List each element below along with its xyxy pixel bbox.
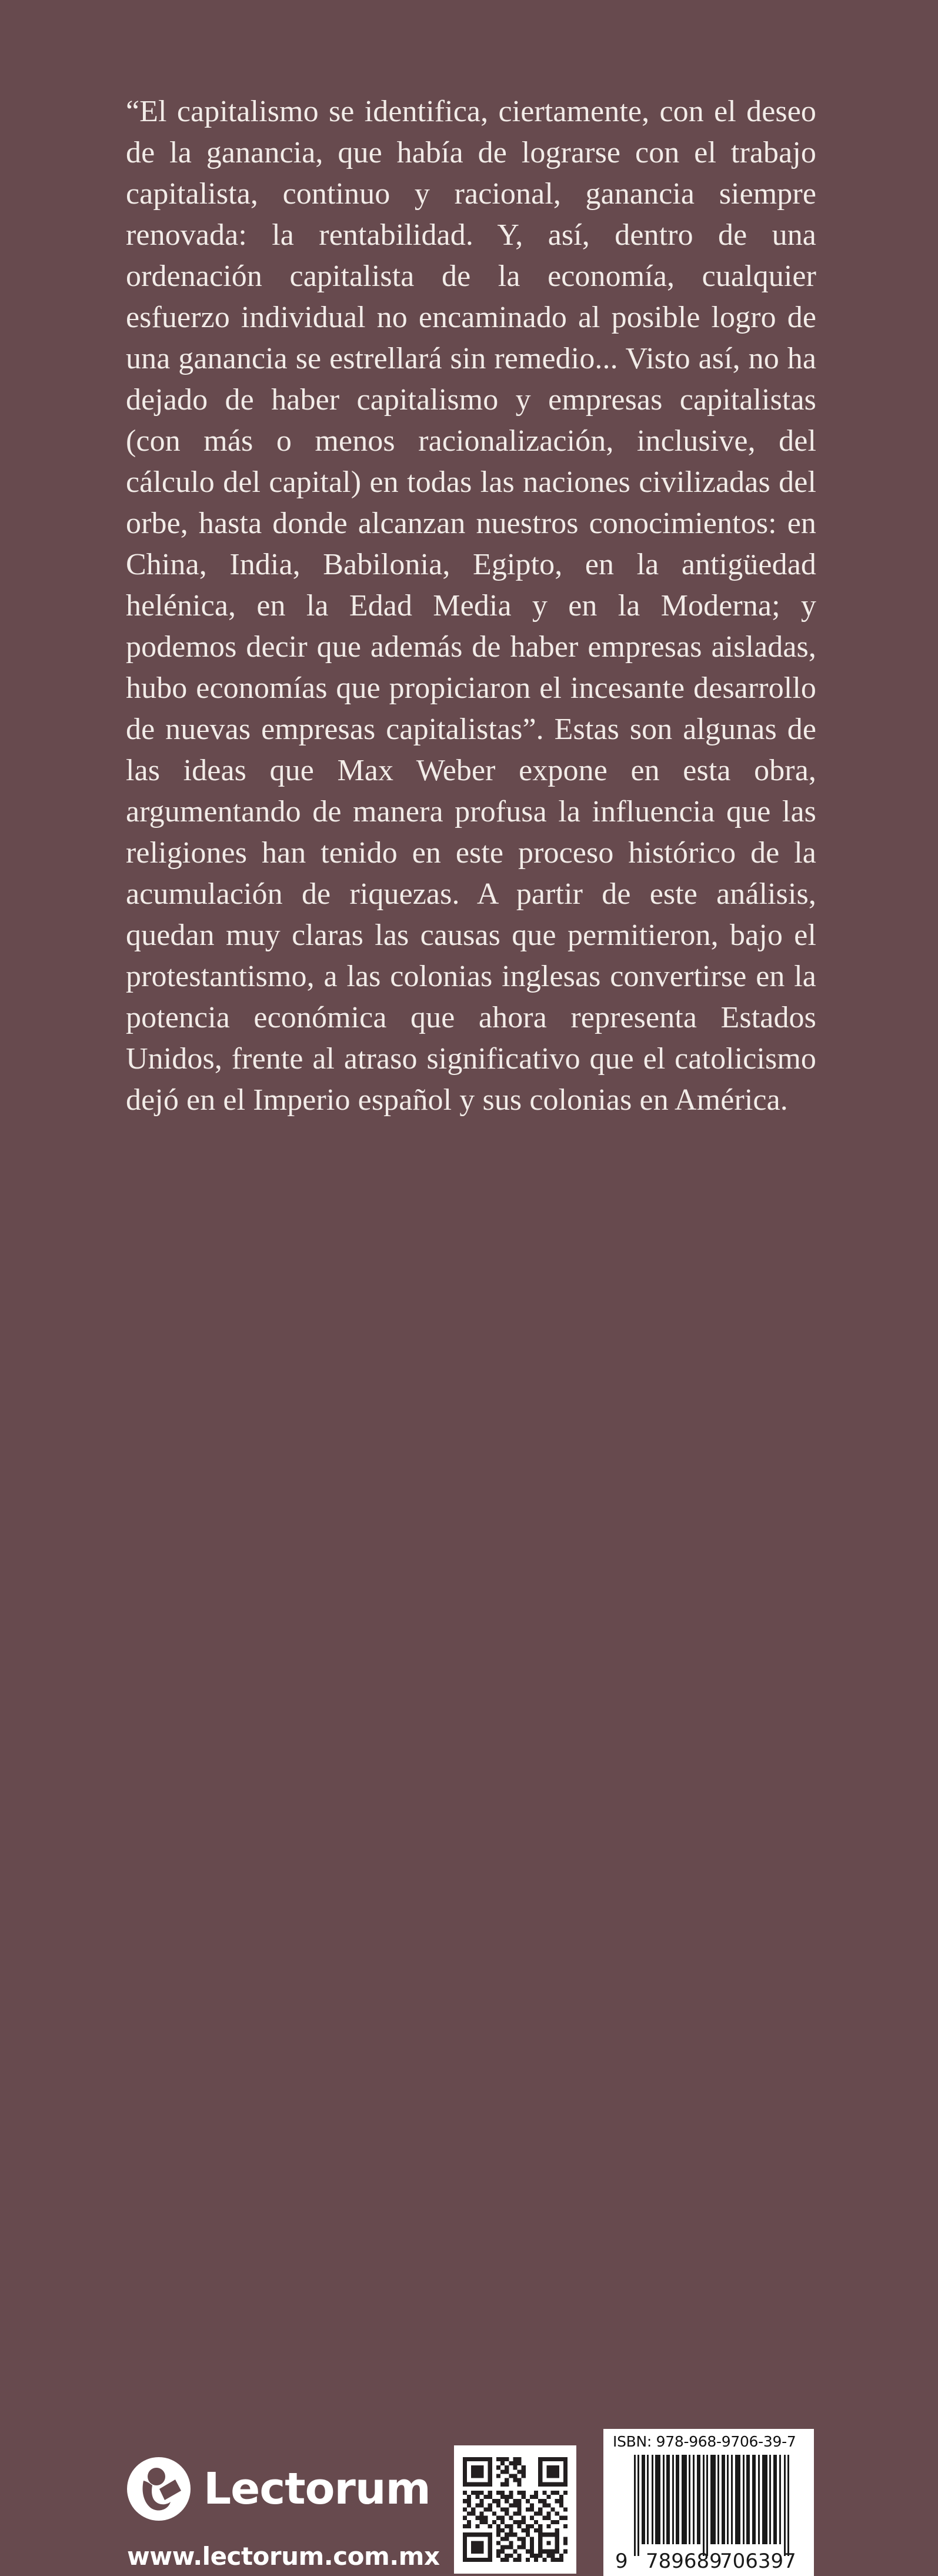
barcode-digits-right: 706397 [720,2550,796,2571]
publisher-logo-row [127,2457,433,2521]
cover-footer [0,1217,938,2571]
back-cover-blurb [126,91,816,1121]
ean13-barcode [609,2451,808,2572]
qr-code-block[interactable] [454,2445,576,2574]
isbn-label: ISBN: 978-968-9706-39-7 [613,2433,796,2450]
barcode-digit-left: 9 [615,2550,628,2571]
barcode-icon [610,2455,807,2571]
publisher-name: Lectorum [203,2464,430,2514]
barcode-digits-middle: 789689 [646,2550,722,2571]
publisher-block [127,2457,440,2571]
publisher-url[interactable]: www.lectorum.com.mx [127,2542,440,2571]
isbn-barcode-block [603,2429,814,2576]
lectorum-reader-circle-icon [127,2457,191,2521]
qr-code-icon[interactable] [463,2457,568,2562]
blurb-paragraph: “El capitalismo se identifica, ciertamente, con el deseo de la ganancia, que había de lograrse con el trabajo capitalista, continuo y racional, ganancia siempre renovada: la rentabilidad. Y, así, dentro de una ordenación capitalista de la economía, cualquier esfuerzo individual no encaminado al posible logro de una ganancia se estrellará sin remedio... Visto así, no ha dejado de haber capitalismo y empresas capitalistas (con más o menos racionalización, inclusive, del cálculo del capital) en todas las naciones civilizadas del orbe, hasta donde alcanzan nuestros conocimientos: en China, India, Babilonia, Egipto, en la antigüedad helénica, en la Edad Media y en la Moderna; y podemos decir que además de haber empresas aisladas, hubo economías que propiciaron el incesante desarrollo de nuevas empresas capitalistas”. Estas son algunas de las ideas que Max Weber expone en esta obra, argumentando de manera profusa la influencia que las religiones han tenido en este proceso histórico de la acumulación de riquezas. A partir de este análisis, quedan muy claras las causas que permitieron, bajo el protestantismo, a las colonias inglesas convertirse en la potencia económica que ahora representa Estados Unidos, frente al atraso significativo que el catolicismo dejó en el Imperio español y sus colonias en América. [126,95,816,1117]
